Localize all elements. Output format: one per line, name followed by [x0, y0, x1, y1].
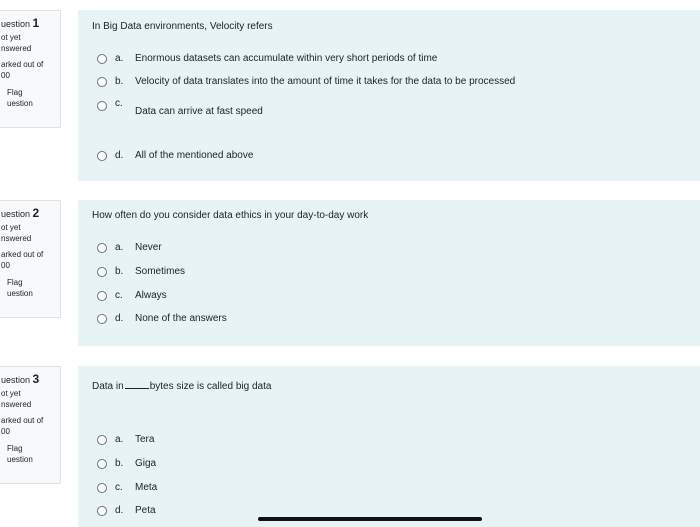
radio-button[interactable] — [97, 483, 107, 493]
question-status: ot yet nswered — [1, 33, 32, 53]
radio-button[interactable] — [97, 54, 107, 64]
radio-button[interactable] — [97, 435, 107, 445]
radio-button[interactable] — [97, 101, 107, 111]
question-1-content — [78, 10, 700, 181]
option-d[interactable]: d. All of the mentioned above — [97, 150, 253, 161]
radio-button[interactable] — [97, 151, 107, 161]
radio-button[interactable] — [97, 314, 107, 324]
question-1-info — [0, 10, 61, 128]
question-number: uestion 2 — [1, 206, 40, 220]
question-text: In Big Data environments, Velocity refers — [92, 21, 273, 32]
question-text: How often do you consider data ethics in your day-to-day work — [92, 210, 369, 221]
option-a[interactable]: a. Enormous datasets can accumulate within very short periods of time — [97, 53, 437, 64]
question-marks: arked out of 00 — [1, 250, 44, 270]
question-status: ot yet nswered — [1, 223, 32, 243]
flag-question-button[interactable]: Flag uestion — [1, 277, 56, 299]
option-a[interactable]: a. Never — [97, 242, 162, 253]
option-b[interactable]: b. Velocity of data translates into the amount of time it takes for the data to be processed — [97, 76, 515, 87]
option-c[interactable]: c. Meta — [97, 482, 157, 493]
option-d[interactable]: d. None of the answers — [97, 313, 227, 324]
question-2-info — [0, 200, 61, 318]
radio-button[interactable] — [97, 291, 107, 301]
question-number: uestion 1 — [1, 16, 40, 30]
question-text: Data in bytes size is called big data — [92, 381, 272, 392]
question-3-content — [78, 366, 700, 527]
option-a[interactable]: a. Tera — [97, 434, 154, 445]
question-marks: arked out of 00 — [1, 416, 44, 436]
question-3-info — [0, 366, 61, 484]
fill-in-blank — [125, 388, 149, 389]
option-b[interactable]: b. Sometimes — [97, 266, 185, 277]
question-number: uestion 3 — [1, 372, 40, 386]
question-status: ot yet nswered — [1, 389, 32, 409]
question-marks: arked out of 00 — [1, 60, 44, 80]
option-c[interactable]: c. Always — [97, 290, 167, 301]
radio-button[interactable] — [97, 243, 107, 253]
radio-button[interactable] — [97, 459, 107, 469]
radio-button[interactable] — [97, 506, 107, 516]
question-2-content — [78, 200, 700, 346]
radio-button[interactable] — [97, 267, 107, 277]
option-c[interactable]: c. Data can arrive at fast speed — [97, 100, 263, 117]
home-indicator[interactable] — [258, 517, 482, 521]
radio-button[interactable] — [97, 77, 107, 87]
option-d[interactable]: d. Peta — [97, 505, 156, 516]
flag-question-button[interactable]: Flag uestion — [1, 87, 56, 109]
option-b[interactable]: b. Giga — [97, 458, 156, 469]
flag-question-button[interactable]: Flag uestion — [1, 443, 56, 465]
